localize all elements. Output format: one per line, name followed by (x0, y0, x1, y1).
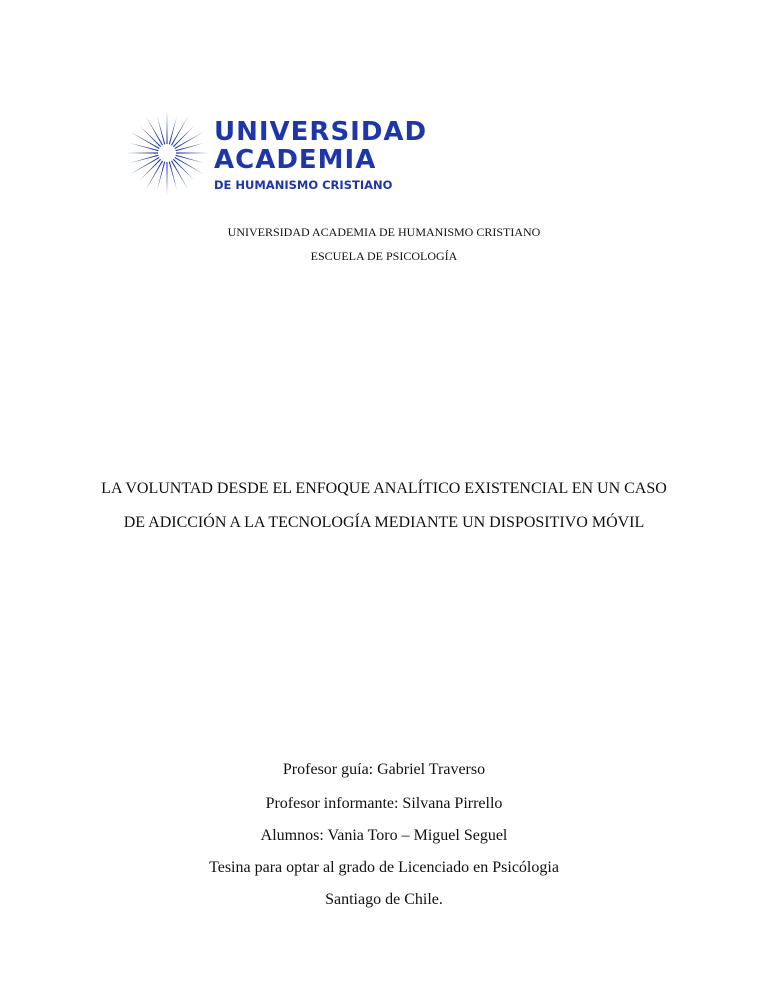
institution-name: UNIVERSIDAD ACADEMIA DE HUMANISMO CRISTIANO (227, 225, 541, 239)
thesis-title-line-1: LA VOLUNTAD DESDE EL ENFOQUE ANALÍTICO EXISTENCIAL EN UN CASO (101, 480, 667, 497)
thesis-title-line-2: DE ADICCIÓN A LA TECNOLOGÍA MEDIANTE UN DISPOSITIVO MÓVIL (123, 514, 645, 531)
logo-wordmark (214, 118, 427, 192)
place-line: Santiago de Chile. (325, 891, 443, 908)
school-name: ESCUELA DE PSICOLOGÍA (310, 249, 458, 263)
university-logo (122, 106, 428, 200)
sunburst-logo-icon (122, 106, 212, 200)
students: Alumnos: Vania Toro – Miguel Seguel (260, 827, 508, 844)
guide-professor: Profesor guía: Gabriel Traverso (282, 761, 486, 778)
logo-line-academia: ACADEMIA (214, 145, 377, 175)
degree-line: Tesina para optar al grado de Licenciado en Psicólogia (209, 859, 559, 876)
reporting-professor: Profesor informante: Silvana Pirrello (265, 795, 503, 812)
logo-line-universidad: UNIVERSIDAD (214, 117, 428, 147)
logo-line-humanismo: DE HUMANISMO CRISTIANO (214, 178, 393, 192)
